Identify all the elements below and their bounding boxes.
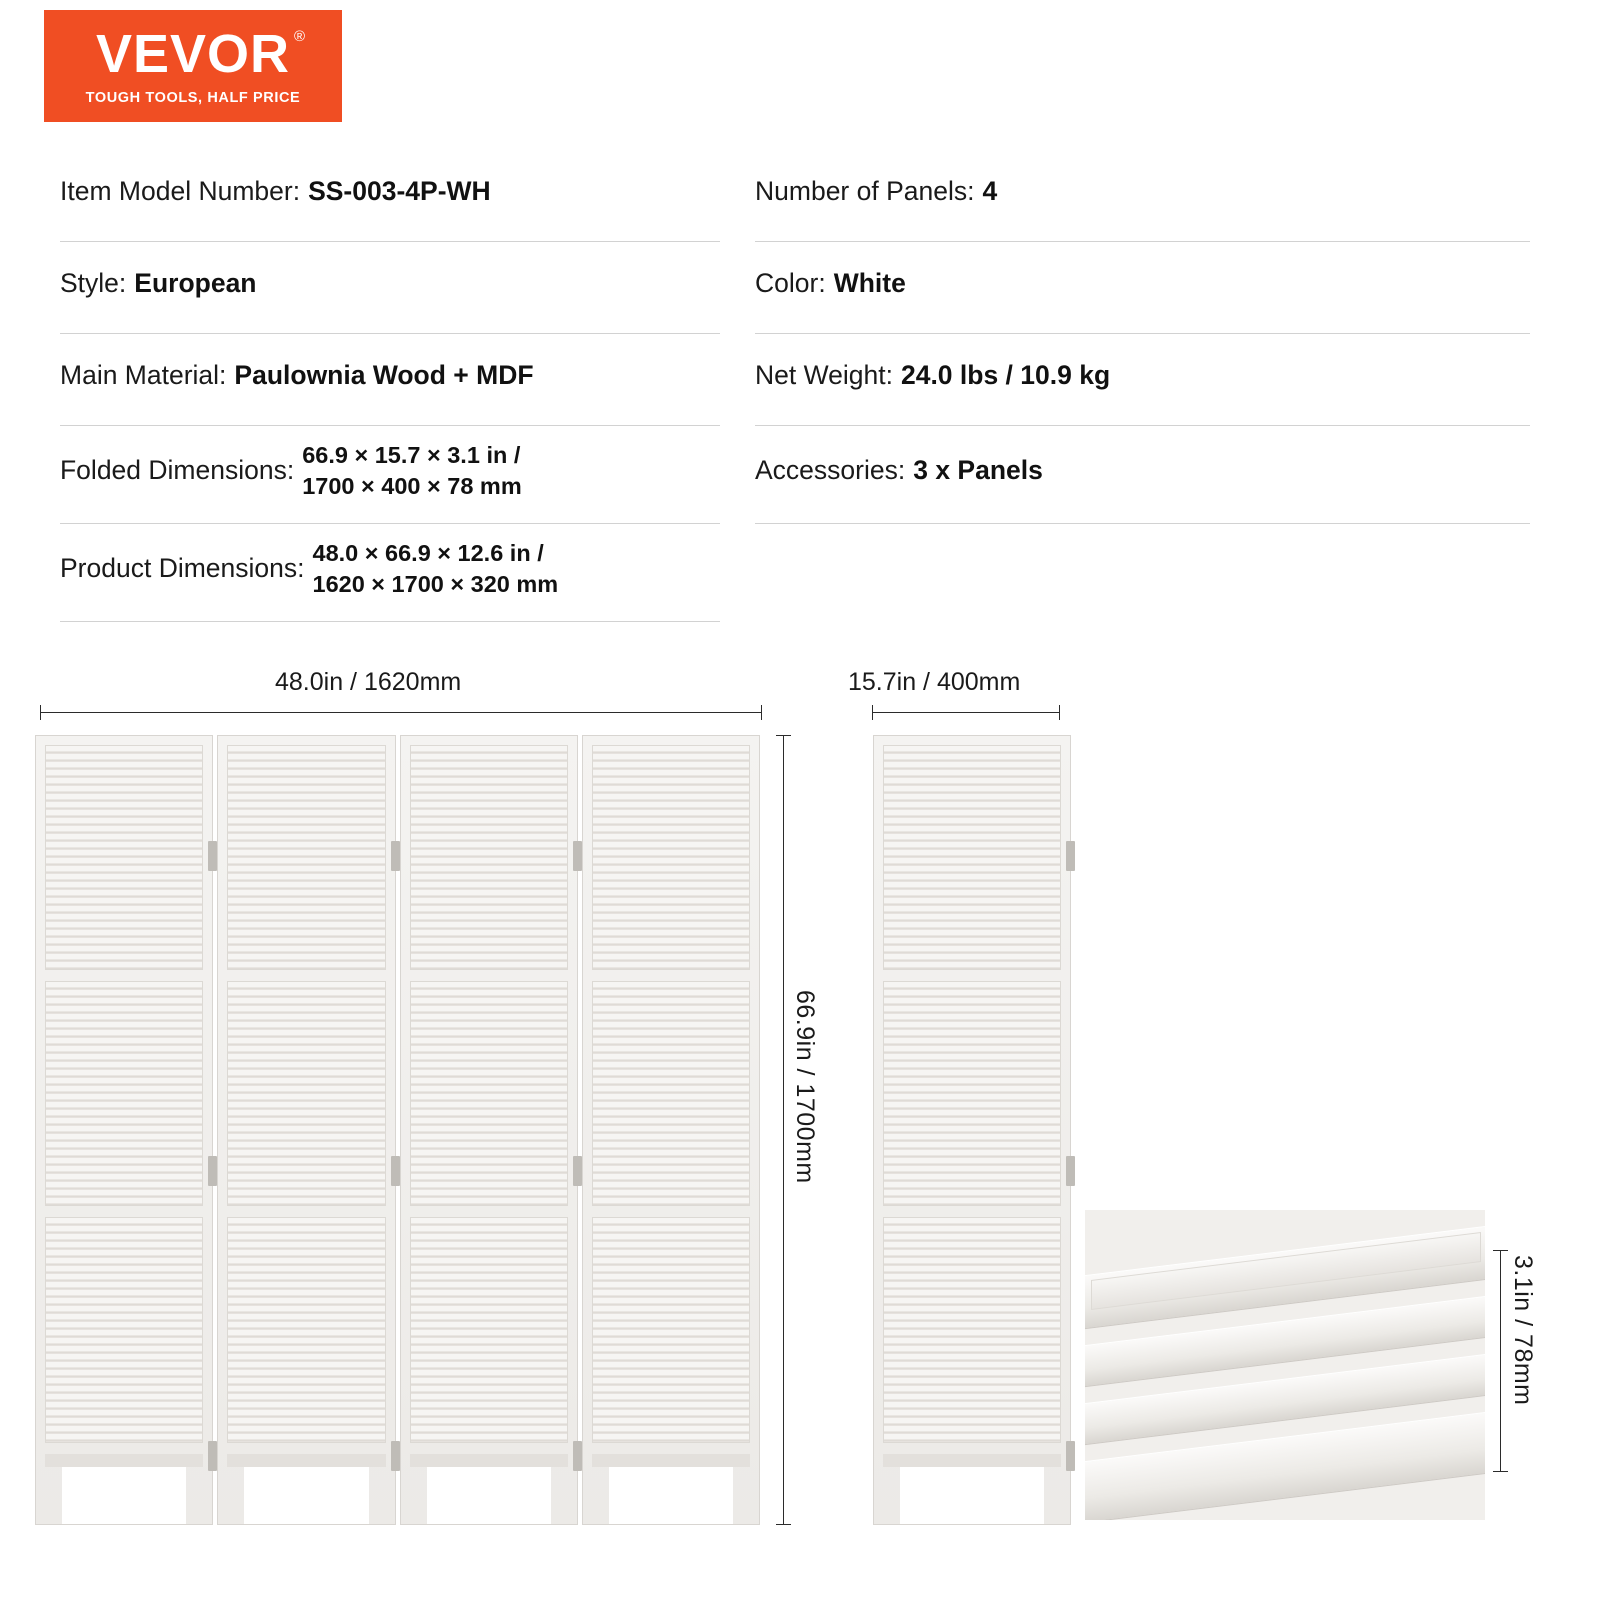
spec-row-style xyxy=(60,242,720,334)
panel-legs xyxy=(583,1454,759,1524)
louver-section xyxy=(883,981,1061,1206)
spec-row-accessories xyxy=(755,426,1530,524)
four-panel-screen-image xyxy=(35,735,760,1525)
panel-legs xyxy=(874,1454,1070,1524)
spec-value-folded-dimensions: 66.9 × 15.7 × 3.1 in / 1700 × 400 × 78 mm xyxy=(302,442,522,499)
louver-section xyxy=(410,745,568,970)
hinge-icon xyxy=(208,841,217,871)
vevor-logo xyxy=(44,10,342,122)
spec-label-folded-dimensions: Folded Dimensions: xyxy=(60,455,295,485)
louver-section xyxy=(45,745,203,970)
screen-panel-2 xyxy=(217,735,395,1525)
hinge-icon xyxy=(573,1156,582,1186)
spec-value-panel-count: 4 xyxy=(982,176,998,206)
spec-label-material: Main Material: xyxy=(60,360,227,390)
hinge-icon xyxy=(1066,1156,1075,1186)
dimension-line-thickness xyxy=(1500,1250,1501,1472)
louver-section xyxy=(227,1217,385,1442)
dimension-label-width-full: 48.0in / 1620mm xyxy=(275,668,462,696)
louver-section xyxy=(592,745,750,970)
dimension-label-width-panel: 15.7in / 400mm xyxy=(848,668,1021,696)
panel-legs xyxy=(36,1454,212,1524)
screen-panel-4 xyxy=(582,735,760,1525)
spec-label-color: Color: xyxy=(755,268,826,298)
louver-section xyxy=(45,981,203,1206)
spec-row-folded-dimensions xyxy=(60,426,720,524)
hinge-icon xyxy=(208,1156,217,1186)
louver-section xyxy=(410,1217,568,1442)
louver-section xyxy=(883,1217,1061,1442)
spec-row-material xyxy=(60,334,720,426)
spec-label-panel-count: Number of Panels: xyxy=(755,176,975,206)
specification-table xyxy=(0,150,1600,630)
single-panel-image xyxy=(873,735,1071,1525)
spec-column-left xyxy=(60,150,720,622)
hinge-icon xyxy=(1066,841,1075,871)
spec-value-accessories: 3 x Panels xyxy=(913,455,1043,485)
dimension-line-width-panel xyxy=(872,712,1060,713)
louver-section xyxy=(45,1217,203,1442)
spec-value-material: Paulownia Wood + MDF xyxy=(234,360,534,390)
dimension-line-height xyxy=(783,735,784,1525)
logo-tagline: TOUGH TOOLS, HALF PRICE xyxy=(85,89,301,106)
spec-column-right xyxy=(755,150,1530,524)
screen-panel-1 xyxy=(35,735,213,1525)
louver-section xyxy=(883,745,1061,970)
logo-wordmark xyxy=(95,23,307,84)
folded-stack-detail-image xyxy=(1085,1210,1485,1520)
spec-row-net-weight xyxy=(755,334,1530,426)
hinge-icon xyxy=(391,1441,400,1471)
hinge-icon xyxy=(573,841,582,871)
screen-panel-3 xyxy=(400,735,578,1525)
spec-label-product-dimensions: Product Dimensions: xyxy=(60,553,305,583)
dimension-line-width-full xyxy=(40,712,762,713)
louver-section xyxy=(592,981,750,1206)
spec-row-product-dimensions xyxy=(60,524,720,622)
product-figures xyxy=(0,640,1600,1600)
panel-legs xyxy=(401,1454,577,1524)
spec-row-panel-count xyxy=(755,150,1530,242)
hinge-icon xyxy=(208,1441,217,1471)
spec-value-color: White xyxy=(833,268,906,298)
louver-section xyxy=(227,745,385,970)
hinge-icon xyxy=(573,1441,582,1471)
spec-row-model xyxy=(60,150,720,242)
spec-label-model: Item Model Number: xyxy=(60,176,301,206)
louver-section xyxy=(227,981,385,1206)
spec-value-net-weight: 24.0 lbs / 10.9 kg xyxy=(900,360,1111,390)
spec-label-net-weight: Net Weight: xyxy=(755,360,893,390)
dimension-label-height: 66.9in / 1700mm xyxy=(791,990,819,1184)
logo-text: VEVOR xyxy=(95,23,291,84)
screen-panel-single xyxy=(873,735,1071,1525)
panel-legs xyxy=(218,1454,394,1524)
spec-value-model: SS-003-4P-WH xyxy=(308,176,491,206)
spec-value-style: European xyxy=(134,268,257,298)
hinge-icon xyxy=(391,841,400,871)
spec-label-accessories: Accessories: xyxy=(755,455,906,485)
louver-section xyxy=(410,981,568,1206)
dimension-label-thickness: 3.1in / 78mm xyxy=(1509,1255,1537,1406)
spec-row-color xyxy=(755,242,1530,334)
hinge-icon xyxy=(1066,1441,1075,1471)
louver-section xyxy=(592,1217,750,1442)
hinge-icon xyxy=(391,1156,400,1186)
spec-value-product-dimensions: 48.0 × 66.9 × 12.6 in / 1620 × 1700 × 320 mm xyxy=(312,540,559,597)
spec-label-style: Style: xyxy=(60,268,127,298)
registered-mark: ® xyxy=(293,27,307,45)
